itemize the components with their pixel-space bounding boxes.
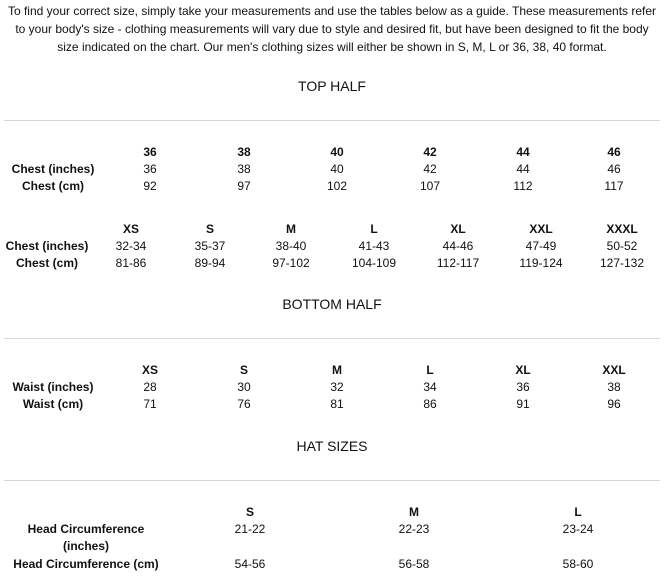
table-cell: 42 [423,162,437,176]
size-header: 36 [143,145,157,159]
size-header: XL [515,363,531,377]
table-cell: 35-37 [194,239,226,253]
table-row [4,178,658,195]
size-header: XL [450,222,466,236]
table-cell: 81-86 [115,256,147,270]
top-half-title: TOP HALF [298,78,366,94]
table-header-row [4,144,658,161]
size-header: L [426,363,434,377]
size-header: 40 [330,145,344,159]
size-header: M [409,505,419,519]
size-header: L [370,222,378,236]
table-row [4,379,658,396]
table-cell: 112 [513,179,533,193]
size-header: L [574,505,582,519]
table-cell: 47-49 [525,239,557,253]
table-cell: 32-34 [115,239,147,253]
table-cell: 23-24 [562,522,594,536]
intro-text: To find your correct size, simply take your measurements and use the tables below as a guide. These measurements refer to your body's size - clothing measurements will vary due to style and desired fit, but have been designed to fit the body size indicated on the chart. Our men's clothing sizes will either be shown in S, M, L or 36, 38, 40 format. [7,4,657,54]
table-cell: 92 [143,179,157,193]
table-row [2,238,662,255]
table-cell: 119-124 [519,256,563,270]
table-cell: 86 [423,397,437,411]
table-cell: 28 [143,380,157,394]
table-cell: 102 [326,179,348,193]
row-label: Waist (inches) [12,380,94,394]
table-header-row [2,221,662,238]
row-label: Chest (cm) [21,179,84,193]
size-header: M [332,363,342,377]
row-label: Chest (inches) [11,162,95,176]
table-cell: 38-40 [275,239,307,253]
table-cell: 107 [419,179,441,193]
row-label: Waist (cm) [22,397,84,411]
table-cell: 22-23 [398,522,430,536]
table-row [2,255,662,272]
size-header: XXXL [606,222,638,236]
table-cell: 30 [237,380,251,394]
table-cell: 40 [330,162,344,176]
table-cell: 38 [237,162,251,176]
table-row [4,521,660,556]
table-cell: 44 [516,162,530,176]
size-header: 46 [607,145,621,159]
table-cell: 36 [516,380,530,394]
table-cell: 38 [607,380,621,394]
table-cell: 76 [237,397,251,411]
bottom-size-table [4,362,658,413]
row-label: Head Circumference (inches) [27,522,145,553]
size-header: S [205,222,214,236]
table-cell: 46 [607,162,621,176]
table-cell: 58-60 [562,557,594,571]
table-cell: 41-43 [358,239,390,253]
table-cell: 117 [604,179,624,193]
table-header-row [4,362,658,379]
table-cell: 44-46 [442,239,474,253]
hat-sizes-divider [4,480,660,481]
table-cell: 56-58 [398,557,430,571]
hat-sizes-title: HAT SIZES [296,438,368,454]
table-cell: 21-22 [234,522,266,536]
table-cell: 91 [516,397,530,411]
table-cell: 32 [330,380,344,394]
size-header: M [286,222,296,236]
hat-size-table [4,504,660,573]
bottom-half-divider [4,338,660,339]
size-header: XS [122,222,139,236]
table-cell: 54-56 [234,557,266,571]
size-header: XXL [602,363,626,377]
table-header-row [4,504,660,521]
size-header: S [245,505,254,519]
table-cell: 127-132 [599,256,645,270]
table-cell: 112-117 [436,256,480,270]
table-cell: 34 [423,380,437,394]
table-cell: 81 [330,397,344,411]
table-cell: 71 [143,397,157,411]
size-header: S [239,363,248,377]
table-cell: 96 [607,397,621,411]
top-letter-size-table [2,221,662,272]
size-header: 38 [237,145,251,159]
size-header: XXL [529,222,553,236]
row-label: Chest (cm) [15,256,78,270]
bottom-half-title: BOTTOM HALF [282,296,382,312]
table-cell: 36 [143,162,157,176]
table-row [4,556,660,573]
top-half-divider [4,120,660,121]
table-cell: 104-109 [351,256,397,270]
table-cell: 89-94 [194,256,226,270]
table-cell: 97 [237,179,251,193]
size-header: XS [141,363,158,377]
top-numeric-size-table [4,144,658,195]
size-header: 44 [516,145,530,159]
table-row [4,396,658,413]
row-label: Chest (inches) [5,239,89,253]
table-row [4,161,658,178]
table-cell: 97-102 [272,256,310,270]
size-header: 42 [423,145,437,159]
table-cell: 50-52 [606,239,638,253]
row-label: Head Circumference (cm) [13,557,159,571]
